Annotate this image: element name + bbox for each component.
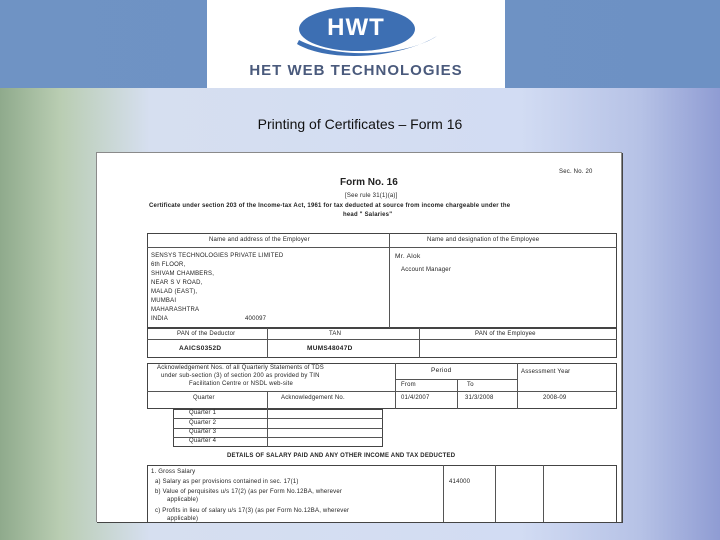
from-header: From: [401, 382, 416, 388]
employee-name: Mr. Alok: [395, 253, 421, 260]
employee-designation: Account Manager: [401, 267, 452, 273]
ack-header-line: Facilitation Centre or NSDL web-site: [189, 381, 294, 387]
quarter-row-label: Quarter 2: [189, 420, 217, 426]
employer-address-line: INDIA: [151, 316, 169, 322]
period-to-value: 31/3/2008: [465, 395, 494, 401]
page-ref: Sec. No. 20: [559, 169, 593, 175]
salary-item-a: a) Salary as per provisions contained in sec. 17(1): [155, 479, 299, 485]
employer-pin: 400097: [245, 316, 267, 322]
employer-address-line: SENSYS TECHNOLOGIES PRIVATE LIMITED: [151, 253, 284, 259]
salary-item-c: c) Profits in lieu of salary u/s 17(3) (as per Form No.12BA, wherever: [155, 508, 350, 514]
pan-employee-header: PAN of the Employee: [475, 331, 536, 337]
assessment-year-header: Assessment Year: [521, 369, 571, 375]
employer-address-line: 6th FLOOR,: [151, 262, 186, 268]
quarter-row-label: Quarter 1: [189, 410, 217, 416]
form16-document: [96, 152, 622, 522]
tan-header: TAN: [329, 331, 342, 337]
period-header: Period: [431, 367, 452, 374]
employer-address-line: MAHARASHTRA: [151, 307, 200, 313]
salary-item-b: b) Value of perquisites u/s 17(2) (as per Form No.12BA, wherever: [155, 489, 343, 495]
period-from-value: 01/4/2007: [401, 395, 430, 401]
quarter-row-label: Quarter 3: [189, 429, 217, 435]
logo-company-name: HET WEB TECHNOLOGIES: [249, 62, 463, 79]
certificate-line-1: Certificate under section 203 of the Income-tax Act, 1961 for tax deducted at source from income chargeable under the: [149, 203, 511, 209]
salary-item-c-cont: applicable): [167, 516, 199, 522]
ack-header-line: under sub-section (3) of section 200 as provided by TIN: [161, 373, 320, 379]
quarter-row-label: Quarter 4: [189, 438, 217, 444]
company-logo: [207, 0, 505, 88]
pan-deductor-header: PAN of the Deductor: [177, 331, 236, 337]
salary-item-b-cont: applicable): [167, 497, 199, 503]
details-header: DETAILS OF SALARY PAID AND ANY OTHER INCOME AND TAX DEDUCTED: [227, 453, 456, 459]
employer-address-line: SHIVAM CHAMBERS,: [151, 271, 215, 277]
rule-ref: [See rule 31(1)(a)]: [345, 193, 398, 199]
gross-salary-label: 1. Gross Salary: [151, 469, 196, 475]
employer-address-line: MUMBAI: [151, 298, 177, 304]
logo-mark: HWT: [327, 14, 385, 41]
form-number: Form No. 16: [340, 177, 398, 188]
quarter-header: Quarter: [193, 395, 215, 401]
employee-header: Name and designation of the Employee: [427, 237, 540, 243]
employer-address-line: MALAD (EAST),: [151, 289, 198, 295]
slide-title: Printing of Certificates – Form 16: [257, 116, 463, 132]
assessment-year-value: 2008-09: [543, 395, 567, 401]
to-header: To: [467, 382, 474, 388]
employer-header: Name and address of the Employer: [209, 237, 310, 243]
pan-deductor-value: AAICS0352D: [179, 345, 222, 352]
salary-item-a-value: 414000: [449, 479, 471, 485]
tan-value: MUMS48047D: [307, 345, 353, 352]
ack-no-header: Acknowledgement No.: [281, 395, 345, 401]
ack-header-line: Acknowledgement Nos. of all Quarterly Statements of TDS: [157, 365, 324, 371]
certificate-line-2: head " Salaries": [343, 212, 393, 218]
employer-address-line: NEAR S V ROAD,: [151, 280, 203, 286]
